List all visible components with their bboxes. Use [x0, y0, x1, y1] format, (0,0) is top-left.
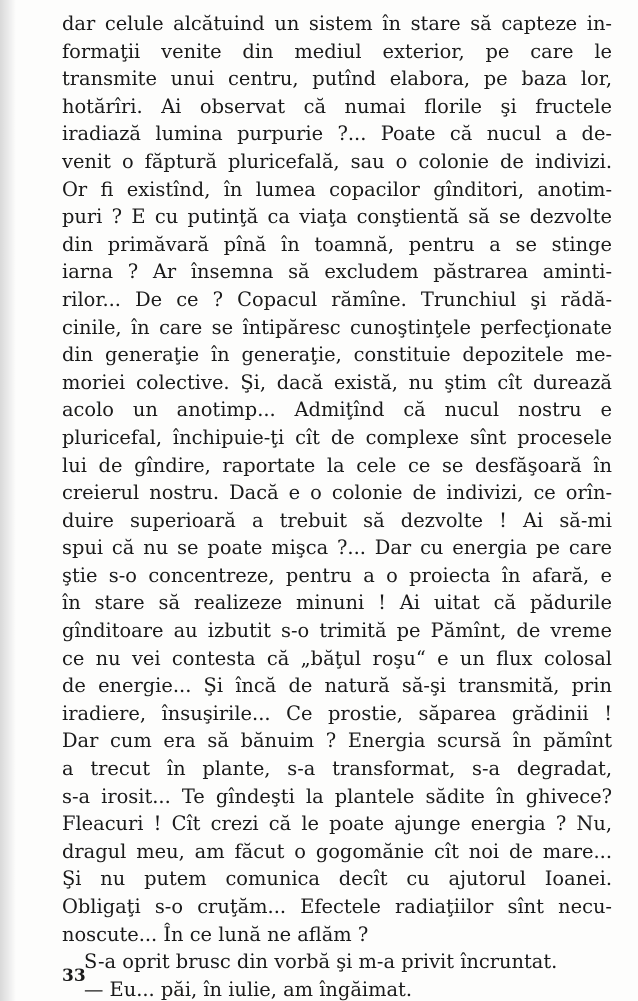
- text-line: a trecut în plante, s-a transformat, s-a degradat,: [62, 757, 612, 781]
- text-line: noscute... În ce lună ne aflăm ?: [62, 922, 369, 946]
- text-line: creierul nostru. Dacă e o colonie de indivizi, ce orîn-: [62, 481, 612, 505]
- body-text: [62, 10, 612, 1001]
- text-line: transmite unui centru, putînd elabora, pe baza lor,: [62, 67, 612, 91]
- text-line: Obligaţi s-o cruţăm... Efectele radiaţiilor sînt necu-: [62, 895, 612, 918]
- text-line: ce nu vei contesta că „băţul roşu“ e un flux colosal: [62, 646, 612, 670]
- text-line: s-a irosit... Te gîndeşti la plantele sădite în ghivece?: [62, 784, 612, 808]
- text-line: din generaţie în generaţie, constituie depozitele me-: [62, 343, 612, 367]
- text-line: puri ? E cu putinţă ca viaţa conştientă să se dezvolte: [62, 205, 612, 229]
- text-line: rilor... De ce ? Copacul rămîne. Trunchiul şi rădă-: [62, 287, 612, 311]
- text-line: — Eu... păi, în iulie, am îngăimat.: [84, 977, 412, 1001]
- text-line: Şi nu putem comunica decît cu ajutorul Ioanei.: [62, 867, 612, 891]
- text-line: Fleacuri ! Cît crezi că le poate ajunge energia ? Nu,: [62, 812, 612, 836]
- text-line: pluricefal, închipuie-ţi cît de complexe sînt procesele: [62, 425, 612, 449]
- page-number: 33: [62, 966, 86, 986]
- text-line: Dar cum era să bănuim ? Energia scursă în pămînt: [62, 729, 612, 753]
- text-line: lui de gîndire, raportate la cele ce se desfăşoară în: [62, 453, 612, 477]
- text-line: hotărîri. Ai observat că numai florile şi fructele: [62, 94, 612, 118]
- text-line: moriei colective. Şi, dacă există, nu ştim cît durează: [62, 370, 612, 394]
- text-line: duire superioară a trebuit să dezvolte ! Ai să-mi: [62, 508, 612, 532]
- paragraph: [62, 10, 612, 948]
- page-gutter-shadow: [0, 0, 16, 1001]
- text-line: în stare să realizeze minuni ! Ai uitat că pădurile: [62, 591, 612, 615]
- text-line: gînditoare au izbutit s-o trimită pe Pămînt, de vreme: [62, 619, 612, 643]
- text-line: iradiază lumina purpurie ?... Poate că nucul a de-: [62, 122, 612, 146]
- text-line: iradiere, însuşirile... Ce prostie, săparea grădinii !: [62, 701, 612, 725]
- text-line: cinile, în care se întipăresc cunoştinţele perfecţionate: [62, 315, 612, 339]
- paragraph: [62, 976, 612, 1001]
- text-line: dragul meu, am făcut o gogomănie cît noi de mare...: [62, 839, 612, 863]
- text-line: din primăvară pînă în toamnă, pentru a se stinge: [62, 232, 612, 256]
- text-line: venit o făptură pluricefală, sau o colonie de indivizi.: [62, 149, 612, 173]
- paragraph: [62, 948, 612, 976]
- text-line: iarna ? Ar însemna să excludem păstrarea aminti-: [62, 260, 612, 284]
- text-line: S-a oprit brusc din vorbă şi m-a privit încruntat.: [84, 950, 558, 974]
- text-line: de energie... Şi încă de natură să-şi transmită, prin: [62, 674, 612, 698]
- text-line: spui că nu se poate mişca ?... Dar cu energia pe care: [62, 536, 612, 560]
- text-line: dar celule alcătuind un sistem în stare să capteze in-: [62, 12, 612, 35]
- text-line: acolo un anotimp... Admiţînd că nucul nostru e: [62, 398, 612, 422]
- text-line: formaţii venite din mediul exterior, pe care le: [62, 39, 612, 63]
- text-line: Or fi existînd, în lumea copacilor gînditori, anotim-: [62, 177, 612, 201]
- text-line: ştie s-o concentreze, pentru a o proiecta în afară, e: [62, 563, 612, 587]
